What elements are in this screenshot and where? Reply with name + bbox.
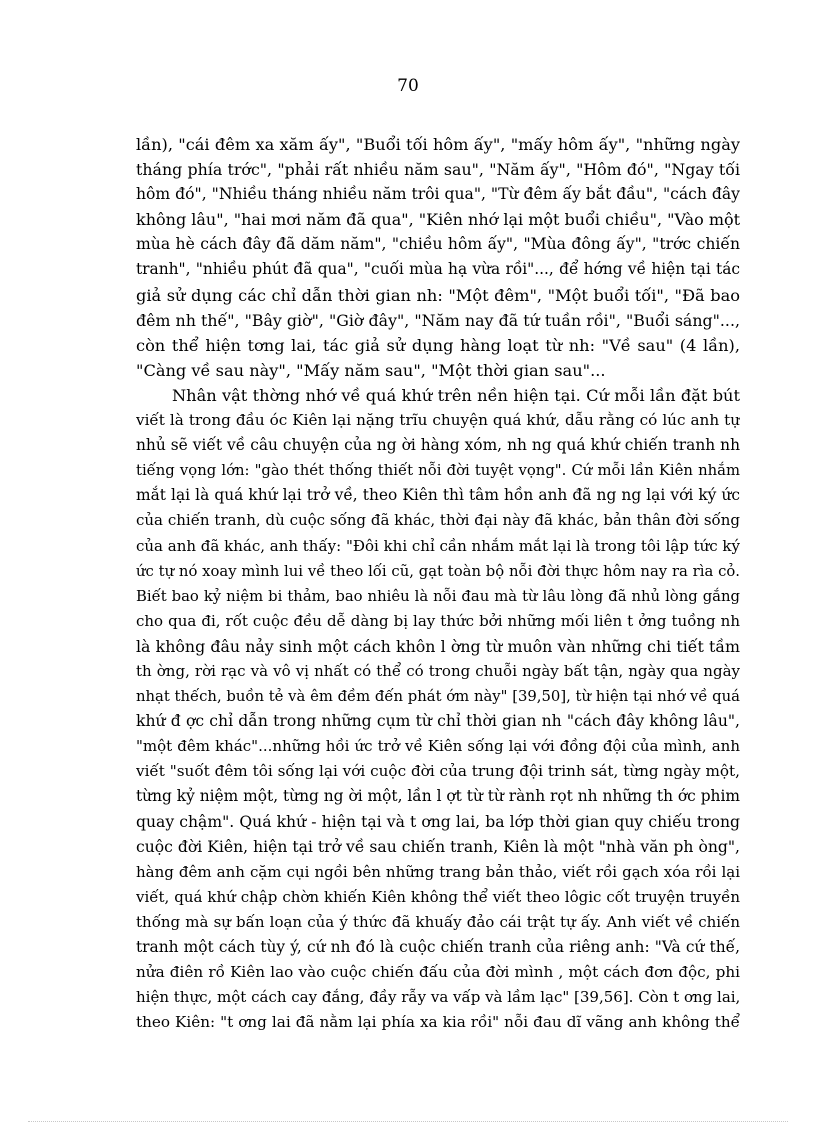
text-line: tranh", "nhiều phút đã qua", "cuối mùa hạ vừa rồi"..., để hớng về hiện tại tác bbox=[136, 260, 740, 279]
text-line: lần), "cái đêm xa xăm ấy", "Buổi tối hôm ấy", "mấy hôm ấy", "những ngày bbox=[136, 135, 740, 154]
text-line: cuộc đời Kiên, hiện tại trở về sau chiến tranh, Kiên là một "nhà văn ph òng", bbox=[136, 837, 740, 856]
text-line: từng kỷ niệm một, từng ng ời một, lần l ợt từ từ rành rọt nh những th ớc phim bbox=[136, 787, 740, 806]
text-line: viết là trong đầu óc Kiên lại nặng trĩu chuyện quá khứ, dẫu rằng có lúc anh tự bbox=[136, 411, 740, 430]
text-line: mắt lại là quá khứ lại trở về, theo Kiên thì tâm hồn anh đã ng ng lại với ký ức bbox=[136, 486, 740, 505]
paragraph-first-line: Nhân vật thờng nhớ về quá khứ trên nền hiện tại. Cứ mỗi lần đặt bút bbox=[172, 385, 740, 405]
text-line: của anh đã khác, anh thấy: "Đôi khi chỉ cần nhắm mắt lại là trong tôi lập tức ký bbox=[136, 536, 740, 555]
text-line: "một đêm khác"...những hồi ức trở về Kiên sống lại với đồng đội của mình, anh bbox=[136, 737, 740, 756]
text-line: nửa điên rồ Kiên lao vào cuộc chiến đấu của đời mình , một cách đơn độc, phi bbox=[136, 963, 740, 982]
text-line: giả sử dụng các chỉ dẫn thời gian nh: "Một đêm", "Một buổi tối", "Đã bao bbox=[136, 285, 740, 305]
text-line: viết "suốt đêm tôi sống lại với cuộc đời của trung đội trinh sát, từng ngày một, bbox=[136, 762, 740, 781]
text-line: Biết bao kỷ niệm bi thảm, bao nhiêu là nỗi đau mà từ lâu lòng đã nhủ lòng gắng bbox=[136, 587, 740, 605]
text-line: tháng phía trớc", "phải rất nhiều năm sau", "Năm ấy", "Hôm đó", "Ngay tối bbox=[136, 160, 740, 180]
text-line: hôm đó", "Nhiều tháng nhiều năm trôi qua", "Từ đêm ấy bắt đầu", "cách đây bbox=[136, 185, 740, 204]
text-line: thống mà sự bấn loạn của ý thức đã khuấy đảo cái trật tự ấy. Anh viết về chiến bbox=[136, 912, 740, 931]
page-number: 70 bbox=[397, 76, 419, 96]
text-line: tranh một cách tùy ý, cứ nh đó là cuộc chiến tranh của riêng anh: "Và cứ thế, bbox=[136, 938, 740, 956]
text-line: theo Kiên: "t ơng lai đã nằm lại phía xa kia rồi" nỗi đau dĩ vãng anh không thể bbox=[136, 1013, 740, 1032]
text-line: của chiến tranh, dù cuộc sống đã khác, thời đại này đã khác, bản thân đời sống bbox=[136, 511, 740, 530]
text-line: viết, quá khứ chập chờn khiến Kiên không thể viết theo lôgic cốt truyện truyền bbox=[136, 887, 740, 906]
paragraph-end-line: "Càng về sau này", "Mấy năm sau", "Một thời gian sau"... bbox=[136, 360, 606, 380]
text-line: đêm nh thế", "Bây giờ", "Giờ đây", "Năm nay đã tứ tuần rồi", "Buổi sáng"..., bbox=[136, 310, 740, 330]
text-line: hiện thực, một cách cay đắng, đầy rẫy va vấp và lầm lạc" [39,56]. Còn t ơng lai, bbox=[136, 988, 740, 1007]
text-line: còn thể hiện tơng lai, tác giả sử dụng hàng loạt từ nh: "Về sau" (4 lần), bbox=[136, 335, 740, 355]
text-line: nhủ sẽ viết về câu chuyện của ng ời hàng xóm, nh ng quá khứ chiến tranh nh bbox=[136, 436, 740, 455]
text-line: cho qua đi, rốt cuộc đều dễ dàng bị lay thức bởi những mối liên t ởng tuồng nh bbox=[136, 611, 740, 630]
text-line: quay chậm". Quá khứ - hiện tại và t ơng lai, ba lớp thời gian quy chiếu trong bbox=[136, 812, 740, 831]
text-line: không lâu", "hai mơi năm đã qua", "Kiên nhớ lại một buổi chiều", "Vào một bbox=[136, 210, 740, 230]
text-line: mùa hè cách đây đã dăm năm", "chiều hôm ấy", "Mùa đông ấy", "trớc chiến bbox=[136, 235, 740, 254]
text-line: là không đâu nảy sinh một cách khôn l ờng từ muôn vàn những chi tiết tầm bbox=[136, 636, 740, 656]
text-line: nhạt thếch, buồn tẻ và êm đềm đến phát ớm này" [39,50], từ hiện tại nhớ về quá bbox=[136, 688, 740, 706]
page-bottom-rule bbox=[28, 1121, 788, 1122]
text-line: tiếng vọng lớn: "gào thét thống thiết nỗi đời tuyệt vọng". Cứ mỗi lần Kiên nhắm bbox=[136, 462, 740, 480]
text-line: ức tự nó xoay mình lui về theo lối cũ, gạt toàn bộ nỗi đời thực hôm nay ra rìa cỏ. bbox=[136, 562, 740, 580]
text-line: th ờng, rời rạc và vô vị nhất có thể có trong chuỗi ngày bất tận, ngày qua ngày bbox=[136, 661, 740, 680]
text-line: khứ đ ợc chỉ dẫn trong những cụm từ chỉ thời gian nh "cách đây không lâu", bbox=[136, 712, 740, 731]
body-text bbox=[136, 132, 740, 1035]
text-line: hàng đêm anh cặm cụi ngồi bên những trang bản thảo, viết rồi gạch xóa rồi lại bbox=[136, 862, 740, 881]
